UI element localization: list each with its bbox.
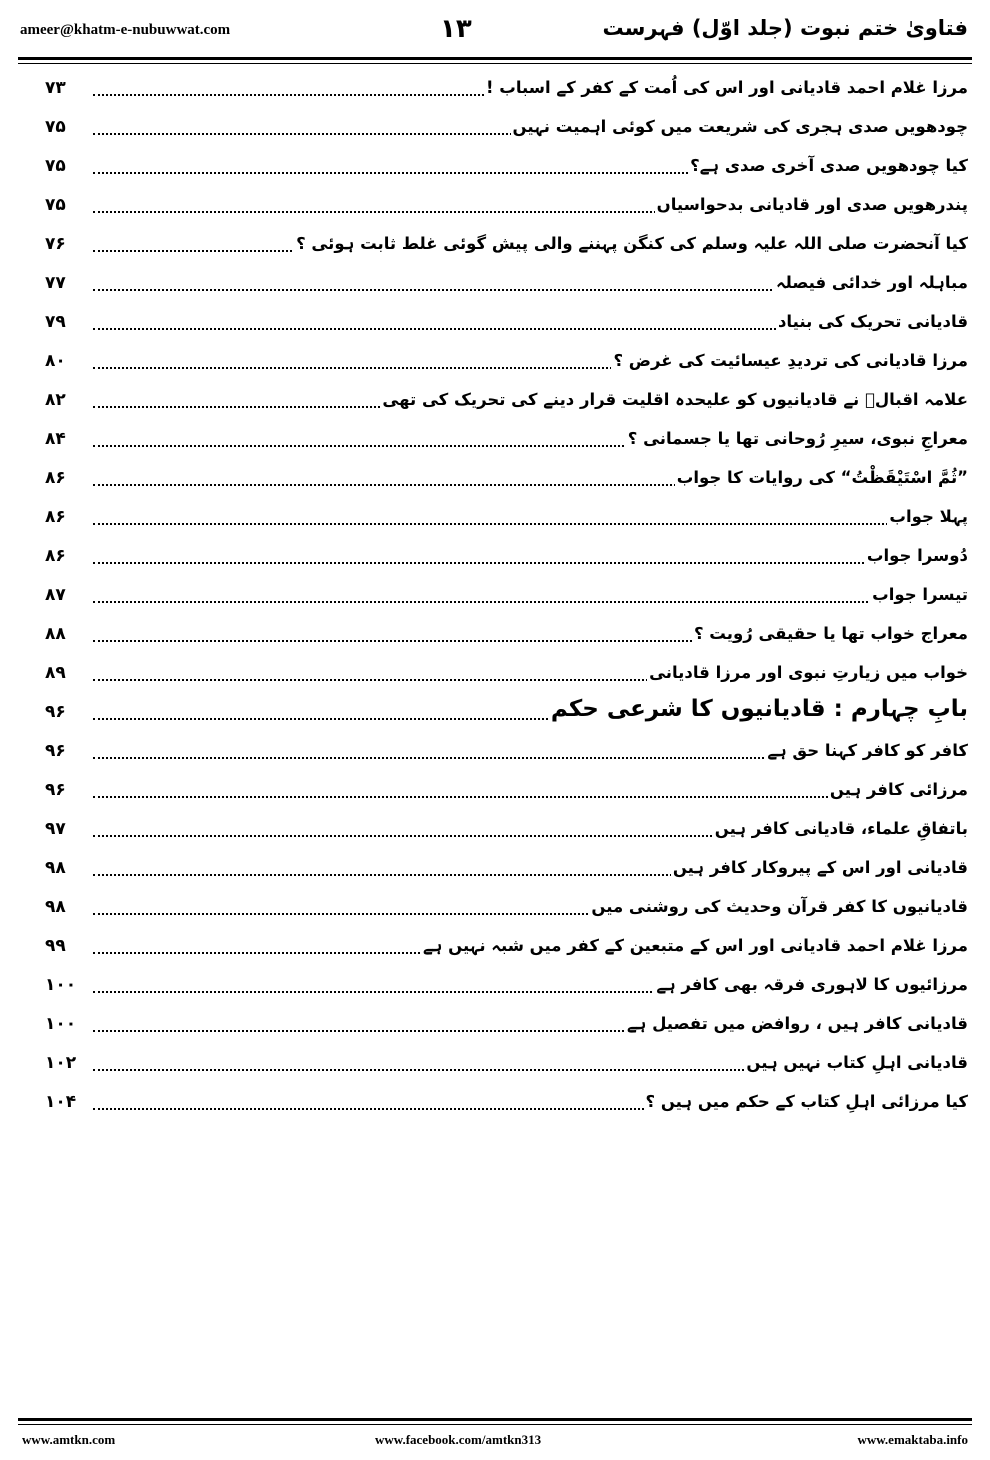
toc-entry-page: ۱۰۰ <box>45 975 77 995</box>
toc-entry-page: ۹۶ <box>45 741 66 761</box>
toc-entry[interactable] <box>45 501 968 540</box>
toc-entry[interactable] <box>45 267 968 306</box>
toc-entry-title: مرزا غلام احمد قادیانی اور اس کے متبعین کے کفر میں شبہ نہیں ہے <box>423 936 968 955</box>
toc-entry-page: ۹۶ <box>45 780 66 800</box>
toc-entry[interactable] <box>45 852 968 891</box>
header-rule-thick <box>18 57 972 60</box>
toc-entry-title: قادیانی اور اس کے پیروکار کافر ہیں <box>672 858 968 877</box>
toc-dot-leader <box>93 587 968 603</box>
toc-entry[interactable] <box>45 72 968 111</box>
page-header <box>0 0 990 58</box>
page-number: ۱۳ <box>440 14 472 44</box>
toc-entry-title: دُوسرا جواب <box>866 546 968 565</box>
toc-entry-title: مرزائیوں کا لاہوری فرقہ بھی کافر ہے <box>656 975 968 994</box>
toc-entry-page: ۱۰۰ <box>45 1014 77 1034</box>
toc-entry-page: ۸۶ <box>45 468 66 488</box>
toc-entry-page: ۸۶ <box>45 546 66 566</box>
toc-entry-title: مباہلہ اور خدائی فیصلہ <box>775 273 968 292</box>
toc-entry-page: ۹۷ <box>45 819 66 839</box>
toc-entry-title: کیا چودھویں صدی آخری صدی ہے؟ <box>690 156 968 175</box>
toc-entry-page: ۸۷ <box>45 585 66 605</box>
book-title: فتاویٰ ختم نبوت (جلد اوّل) فہرست <box>602 16 968 40</box>
toc-entry[interactable] <box>45 891 968 930</box>
toc-entry[interactable] <box>45 423 968 462</box>
toc-entry-page: ۹۸ <box>45 858 66 878</box>
toc-entry-title: باتفاقِ علماء، قادیانی کافر ہیں <box>714 819 968 838</box>
toc-entry[interactable] <box>45 735 968 774</box>
toc-entry-title: کیا مرزائی اہلِ کتاب کے حکم میں ہیں ؟ <box>645 1092 968 1111</box>
footer-link-facebook[interactable]: www.facebook.com/amtkn313 <box>375 1432 542 1447</box>
toc-entry-title: چودھویں صدی ہجری کی شریعت میں کوئی اہمیت نہیں <box>512 117 968 136</box>
toc-entry-title: قادیانیوں کا کفر قرآن وحدیث کی روشنی میں <box>591 897 968 916</box>
toc-entry-page: ۸۶ <box>45 507 66 527</box>
toc-dot-leader <box>93 509 968 525</box>
toc-entry-page: ۷۵ <box>45 195 66 215</box>
toc-entry[interactable] <box>45 540 968 579</box>
toc-entry[interactable] <box>45 579 968 618</box>
toc-entry[interactable] <box>45 462 968 501</box>
toc-entry-title: ”ثُمَّ اسْتَیْقَظْتُ“ کی روایات کا جواب <box>676 468 968 487</box>
toc-entry-title: قادیانی کافر ہیں ، روافض میں تفصیل ہے <box>627 1014 968 1033</box>
footer-rule-thick <box>18 1418 972 1421</box>
toc-entry[interactable] <box>45 1086 968 1125</box>
toc-chapter-heading[interactable] <box>45 696 968 735</box>
toc-entry[interactable] <box>45 657 968 696</box>
toc-entry[interactable] <box>45 930 968 969</box>
toc-entry-page: ۱۰۴ <box>45 1092 77 1112</box>
toc-entry-page: ۸۹ <box>45 663 66 683</box>
toc-entry-page: ۷۵ <box>45 117 66 137</box>
toc-entry-page: ۹۶ <box>45 702 66 722</box>
toc-entry[interactable] <box>45 345 968 384</box>
toc-entry[interactable] <box>45 774 968 813</box>
toc-entry[interactable] <box>45 384 968 423</box>
page-footer <box>0 1432 990 1456</box>
toc-entry-page: ۸۰ <box>45 351 66 371</box>
header-email[interactable]: ameer@khatm-e-nubuwwat.com <box>20 22 231 38</box>
footer-link-emaktaba[interactable]: www.emaktaba.info <box>857 1432 968 1447</box>
toc-entry-title: پندرھویں صدی اور قادیانی بدحواسیاں <box>656 195 968 214</box>
toc-entry-page: ۷۷ <box>45 273 66 293</box>
footer-link-amtkn[interactable]: www.amtkn.com <box>22 1432 116 1447</box>
toc-entry[interactable] <box>45 813 968 852</box>
toc-entry-page: ۷۵ <box>45 156 66 176</box>
toc-entry-title: کافر کو کافر کہنا حق ہے <box>767 741 968 760</box>
toc-entry[interactable] <box>45 969 968 1008</box>
header-rule-thin <box>18 63 972 64</box>
toc-entry-page: ۷۳ <box>45 78 66 98</box>
toc-entry-page: ۸۴ <box>45 429 66 449</box>
toc-entry-title: معراجِ نبوی، سیرِ رُوحانی تھا یا جسمانی ؟ <box>627 429 968 448</box>
toc-entry-page: ۹۸ <box>45 897 66 917</box>
toc-entry-title: قادیانی تحریک کی بنیاد <box>777 312 968 331</box>
footer-rule-thin <box>18 1424 972 1425</box>
toc-entry-title: تیسرا جواب <box>872 585 968 604</box>
toc-entry[interactable] <box>45 1047 968 1086</box>
toc-entry[interactable] <box>45 618 968 657</box>
toc-entry-title: مرزا غلام احمد قادیانی اور اس کی اُمت کے کفر کے اسباب ! <box>486 78 968 97</box>
toc-entry-title: خواب میں زیارتِ نبوی اور مرزا قادیانی <box>649 663 968 682</box>
toc-entry-page: ۱۰۲ <box>45 1053 77 1073</box>
toc-entry-page: ۹۹ <box>45 936 66 956</box>
toc-entry[interactable] <box>45 306 968 345</box>
toc-entry-page: ۸۸ <box>45 624 66 644</box>
table-of-contents <box>0 72 990 1125</box>
toc-entry-title: معراج خواب تھا یا حقیقی رُویت ؟ <box>693 624 968 643</box>
toc-entry-title: بابِ چہارم : قادیانیوں کا شرعی حکم <box>550 696 968 722</box>
toc-entry[interactable] <box>45 150 968 189</box>
toc-entry-title: مرزا قادیانی کی تردیدِ عیسائیت کی غرض ؟ <box>613 351 968 370</box>
toc-entry-page: ۷۶ <box>45 234 66 254</box>
toc-entry[interactable] <box>45 228 968 267</box>
toc-entry[interactable] <box>45 111 968 150</box>
toc-entry-title: پہلا جواب <box>889 507 968 526</box>
toc-entry[interactable] <box>45 1008 968 1047</box>
toc-entry-page: ۷۹ <box>45 312 66 332</box>
toc-entry[interactable] <box>45 189 968 228</box>
toc-entry-title: کیا آنحضرت صلی اللہ علیہ وسلم کی کنگن پہننے والی پیش گوئی غلط ثابت ہوئی ؟ <box>296 234 968 253</box>
toc-entry-title: مرزائی کافر ہیں <box>829 780 968 799</box>
toc-dot-leader <box>93 548 968 564</box>
toc-entry-title: علامہ اقبالؒ نے قادیانیوں کو علیحدہ اقلیت قرار دینے کی تحریک کی تھی <box>382 390 968 409</box>
toc-entry-title: قادیانی اہلِ کتاب نہیں ہیں <box>746 1053 968 1072</box>
toc-entry-page: ۸۲ <box>45 390 66 410</box>
